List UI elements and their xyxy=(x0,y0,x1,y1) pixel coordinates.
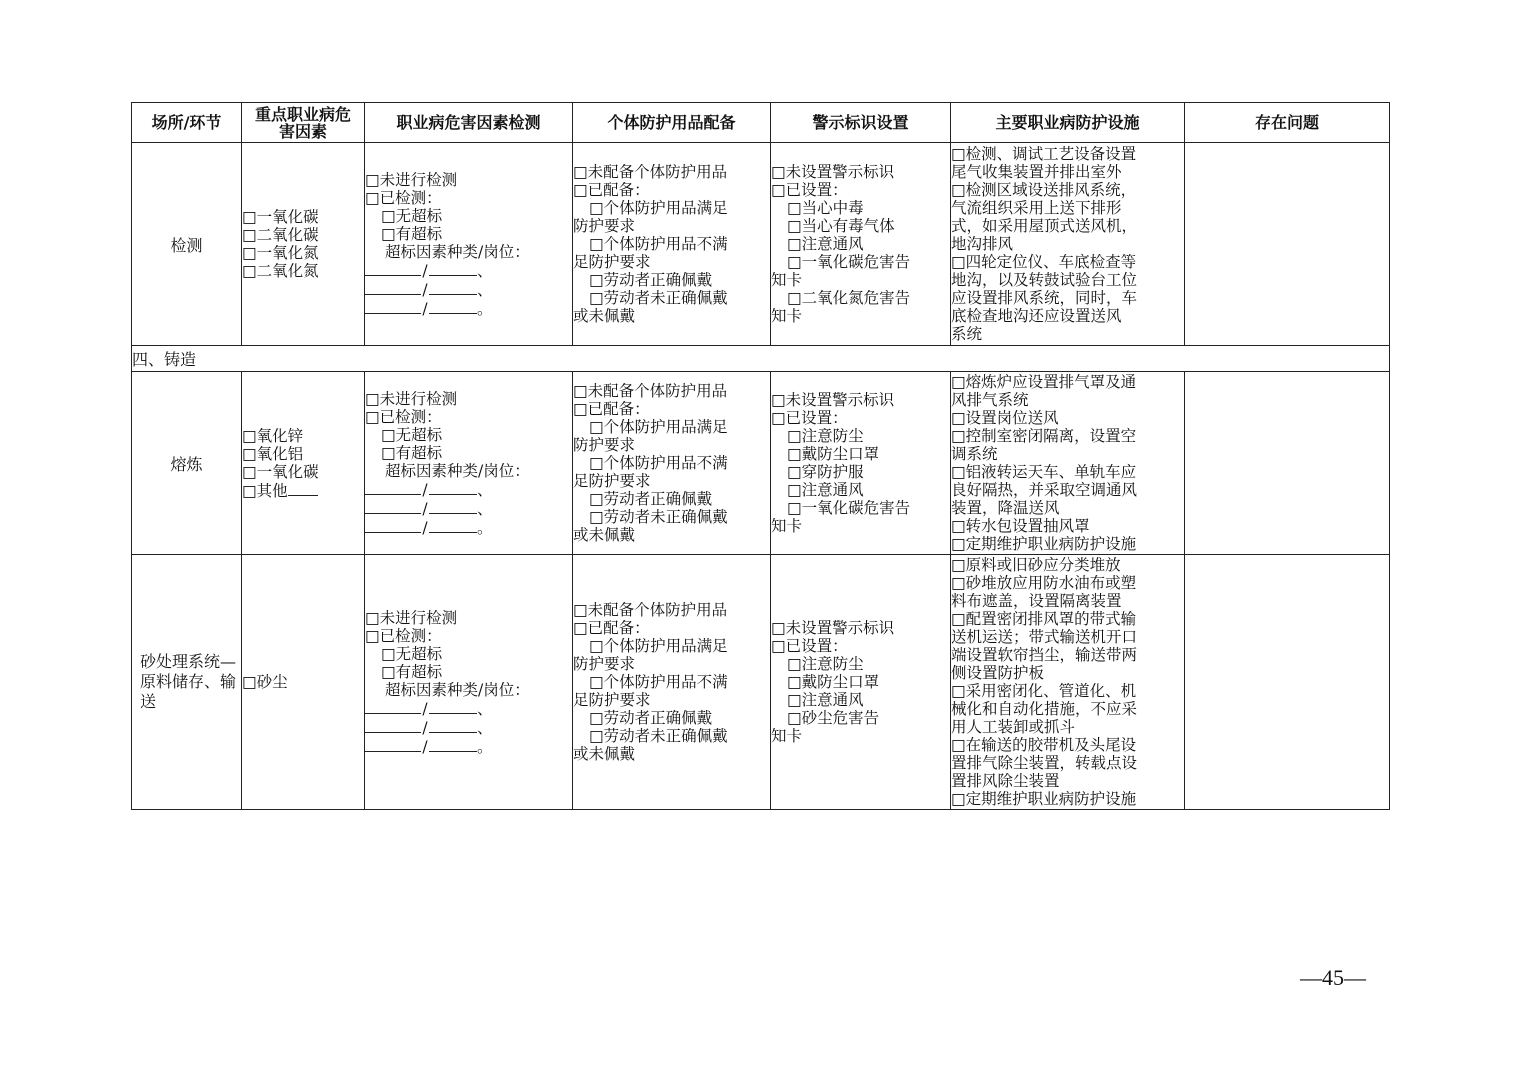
section-row xyxy=(132,346,1390,372)
location-cell: 熔炼 xyxy=(132,372,242,555)
factors-cell: □砂尘 xyxy=(242,555,365,810)
fill-blank-line: / 、 xyxy=(365,699,572,718)
section-title: 四、铸造 xyxy=(132,346,1390,372)
fill-blank-line: / 。 xyxy=(365,737,572,756)
issues-cell[interactable] xyxy=(1185,143,1390,346)
factors-cell: □一氧化碳 □二氧化碳 □一氧化氮 □二氧化氮 xyxy=(242,143,365,346)
location-cell: 砂处理系统—原料储存、输送 xyxy=(132,555,242,810)
detection-cell: □未进行检测 □已检测： □无超标 □有超标 超标因素种类/岗位： / 、 / 、 / 。 xyxy=(365,143,573,346)
ppe-cell: □未配备个体防护用品 □已配备： □个体防护用品满足 防护要求 □个体防护用品不满 足防护要求 □劳动者正确佩戴 □劳动者未正确佩戴 或未佩戴 xyxy=(573,555,771,810)
header-issues: 存在问题 xyxy=(1185,103,1390,143)
location-cell: 检测 xyxy=(132,143,242,346)
hazard-table xyxy=(131,102,1390,810)
signs-cell: □未设置警示标识 □已设置： □注意防尘 □戴防尘口罩 □注意通风 □砂尘危害告 知卡 xyxy=(771,555,951,810)
ppe-cell: □未配备个体防护用品 □已配备： □个体防护用品满足 防护要求 □个体防护用品不满 足防护要求 □劳动者正确佩戴 □劳动者未正确佩戴 或未佩戴 xyxy=(573,143,771,346)
fill-blank-line: / 、 xyxy=(365,480,572,499)
signs-cell: □未设置警示标识 □已设置： □注意防尘 □戴防尘口罩 □穿防护服 □注意通风 □一氧化碳危害告 知卡 xyxy=(771,372,951,555)
table-row xyxy=(132,143,1390,346)
header-location: 场所/环节 xyxy=(132,103,242,143)
detection-cell: □未进行检测 □已检测： □无超标 □有超标 超标因素种类/岗位： / 、 / 、 / 。 xyxy=(365,372,573,555)
ppe-cell: □未配备个体防护用品 □已配备： □个体防护用品满足 防护要求 □个体防护用品不满 足防护要求 □劳动者正确佩戴 □劳动者未正确佩戴 或未佩戴 xyxy=(573,372,771,555)
fill-blank-line: / 。 xyxy=(365,299,572,318)
factors-cell: □氧化锌 □氧化铝 □一氧化碳 □其他 xyxy=(242,372,365,555)
facilities-cell: □原料或旧砂应分类堆放 □砂堆放应用防水油布或塑 料布遮盖，设置隔离装置 □配置密闭排风罩的带式输 送机运送；带式输送机开口 端设置软帘挡尘，输送带两 侧设置防护板 □采用密闭化、管道化、机 械化和自动化措施，不应采 用人工装卸或抓斗 □在输送的胶带机及头尾设 置排气除尘装置，转载点设 置排风除尘装置 □定期维护职业病防护设施 xyxy=(951,555,1185,810)
header-detection: 职业病危害因素检测 xyxy=(365,103,573,143)
detection-cell: □未进行检测 □已检测： □无超标 □有超标 超标因素种类/岗位： / 、 / 、 / 。 xyxy=(365,555,573,810)
issues-cell[interactable] xyxy=(1185,555,1390,810)
header-ppe: 个体防护用品配备 xyxy=(573,103,771,143)
fill-blank-line: / 、 xyxy=(365,499,572,518)
header-facilities: 主要职业病防护设施 xyxy=(951,103,1185,143)
header-factors: 重点职业病危害因素 xyxy=(242,103,365,143)
page-number: —45— xyxy=(1300,965,1366,990)
header-row xyxy=(132,103,1390,143)
fill-blank-line: / 、 xyxy=(365,718,572,737)
header-signs: 警示标识设置 xyxy=(771,103,951,143)
facilities-cell: □检测、调试工艺设备设置 尾气收集装置并排出室外 □检测区域设送排风系统， 气流组织采用上送下排形 式，如采用屋顶式送风机， 地沟排风 □四轮定位仪、车底检查等 地沟，以及转鼓试验台工位 应设置排风系统，同时，车 底检查地沟还应设置送风 系统 xyxy=(951,143,1185,346)
table-row xyxy=(132,555,1390,810)
fill-blank-line: / 。 xyxy=(365,518,572,537)
issues-cell[interactable] xyxy=(1185,372,1390,555)
fill-blank-line: / 、 xyxy=(365,261,572,280)
fill-blank-line: / 、 xyxy=(365,280,572,299)
signs-cell: □未设置警示标识 □已设置： □当心中毒 □当心有毒气体 □注意通风 □一氧化碳危害告 知卡 □二氧化氮危害告 知卡 xyxy=(771,143,951,346)
table-row xyxy=(132,372,1390,555)
facilities-cell: □熔炼炉应设置排气罩及通 风排气系统 □设置岗位送风 □控制室密闭隔离，设置空 调系统 □铝液转运天车、单轨车应 良好隔热，并采取空调通风 装置，降温送风 □转水包设置抽风罩 □定期维护职业病防护设施 xyxy=(951,372,1185,555)
